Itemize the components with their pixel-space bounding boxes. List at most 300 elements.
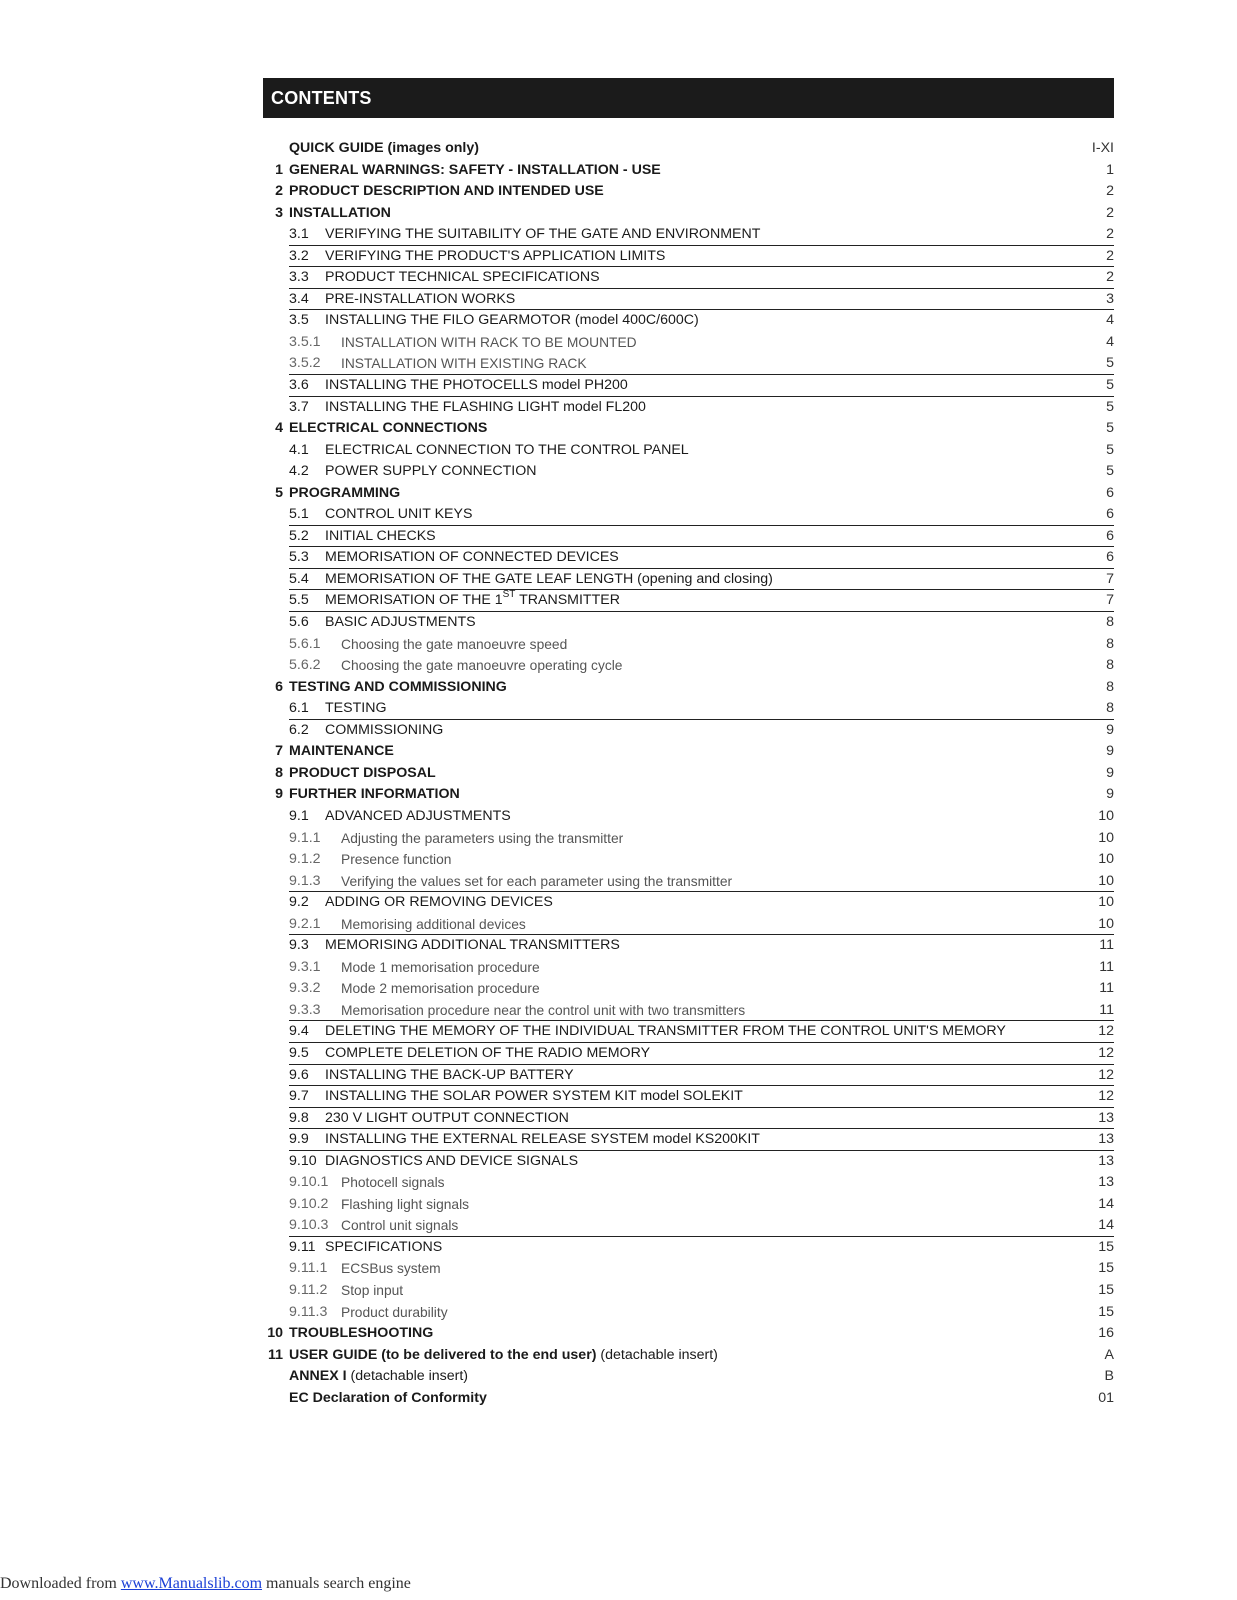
toc-entry-number: 9.2	[289, 894, 309, 911]
toc-entry-number: 9.8	[289, 1109, 309, 1126]
toc-entry-page: 8	[1106, 635, 1114, 652]
toc-entry[interactable]	[263, 1000, 1114, 1022]
toc-entry-page: 8	[1106, 614, 1114, 631]
toc-entry-title-text: Photocell signals	[341, 1175, 445, 1191]
toc-entry-title-text: INITIAL CHECKS	[325, 527, 436, 544]
toc-entry-title	[325, 1065, 574, 1087]
toc-entry[interactable]	[263, 289, 1114, 311]
toc-entry-number: 9.10	[289, 1152, 317, 1169]
toc-entry-title	[325, 267, 600, 289]
toc-entry[interactable]	[263, 569, 1114, 591]
toc-entry-number: 3	[275, 204, 283, 221]
toc-entry-page: 6	[1106, 484, 1114, 501]
toc-entry-title-text: Choosing the gate manoeuvre speed	[341, 636, 568, 652]
toc-entry-page: I-XI	[1091, 140, 1114, 156]
toc-entry-title-text: COMPLETE DELETION OF THE RADIO MEMORY	[325, 1044, 651, 1061]
toc-entry-number: 9.3.2	[289, 980, 321, 997]
toc-entry-number: 5.6	[289, 614, 309, 631]
toc-entry[interactable]	[263, 547, 1114, 569]
toc-entry-page: 3	[1106, 290, 1114, 307]
contents-header	[263, 78, 1114, 118]
toc-entry-page: 15	[1098, 1281, 1114, 1298]
toc-entry-title	[325, 375, 628, 397]
toc-entry-title	[341, 1258, 441, 1280]
toc-entry-number: 3.5.1	[289, 333, 321, 350]
toc-entry-title	[341, 1302, 448, 1324]
toc-entry-title	[289, 763, 436, 785]
toc-entry[interactable]	[263, 655, 1114, 677]
toc-entry-title	[289, 181, 604, 203]
toc-entry-page: 5	[1106, 377, 1114, 394]
toc-entry-title	[341, 1194, 469, 1216]
toc-entry[interactable]	[263, 871, 1114, 893]
toc-entry[interactable]	[263, 138, 1114, 160]
toc-entry-number: 3.3	[289, 269, 309, 286]
toc-entry-title-text: Choosing the gate manoeuvre operating cycle	[341, 658, 623, 674]
toc-entry-title-text: Stop input	[341, 1282, 404, 1298]
toc-entry-page: 8	[1106, 700, 1114, 717]
toc-entry-number: 3.2	[289, 247, 309, 264]
toc-entry-title-text: USER GUIDE (to be delivered to the end user)	[289, 1346, 597, 1363]
toc-entry-page: 13	[1098, 1109, 1114, 1126]
toc-entry[interactable]	[263, 1108, 1114, 1130]
toc-entry-page: A	[1104, 1346, 1114, 1363]
toc-entry-number: 9.1.1	[289, 829, 321, 846]
toc-entry-title-text: INSTALLING THE FILO GEARMOTOR (model 400C/600C)	[325, 312, 699, 329]
toc-entry[interactable]	[263, 332, 1114, 354]
toc-entry-title	[289, 677, 507, 699]
toc-entry-title-text: MAINTENANCE	[289, 743, 394, 760]
toc-entry[interactable]	[263, 246, 1114, 268]
toc-entry-title	[325, 1021, 1006, 1043]
toc-entry-page: 13	[1098, 1174, 1114, 1191]
toc-entry-page: 4	[1106, 333, 1114, 350]
toc-entry-title-text: Control unit signals	[341, 1218, 459, 1234]
toc-entry-title	[341, 849, 451, 871]
toc-entry-title	[289, 203, 391, 225]
toc-entry[interactable]	[263, 310, 1114, 332]
toc-entry-number: 5.6.2	[289, 657, 321, 674]
toc-entry-title	[325, 892, 553, 914]
toc-entry-title	[341, 957, 540, 979]
toc-entry-title	[325, 590, 620, 612]
toc-entry[interactable]	[263, 1043, 1114, 1065]
toc-entry[interactable]	[263, 1151, 1114, 1173]
toc-entry-page: 2	[1106, 183, 1114, 200]
toc-entry-number: 7	[275, 743, 283, 760]
toc-entry-title-text: FURTHER INFORMATION	[289, 786, 460, 803]
toc-entry-superscript: ST	[502, 588, 516, 600]
toc-entry-number: 6.2	[289, 721, 309, 738]
toc-entry-title-text: INSTALLATION	[289, 204, 391, 221]
toc-entry-title	[289, 741, 394, 763]
toc-entry[interactable]	[263, 418, 1114, 440]
toc-entry-number: 3.4	[289, 290, 309, 307]
toc-entry-title	[289, 1366, 468, 1388]
toc-entry[interactable]	[263, 634, 1114, 656]
toc-entry-page: 5	[1106, 441, 1114, 458]
toc-entry-page: 9	[1106, 786, 1114, 803]
toc-entry-page: 15	[1098, 1238, 1114, 1255]
toc-entry-number: 9.6	[289, 1066, 309, 1083]
toc-entry[interactable]	[263, 677, 1114, 699]
toc-entry-title-text: ANNEX I	[289, 1368, 347, 1385]
toc-entry[interactable]	[263, 720, 1114, 742]
toc-entry[interactable]	[263, 461, 1114, 483]
toc-entry[interactable]	[263, 978, 1114, 1000]
toc-entry-title-text: PRODUCT DISPOSAL	[289, 764, 436, 781]
toc-entry-title	[325, 698, 386, 720]
toc-entry-title-text: Flashing light signals	[341, 1196, 470, 1212]
toc-entry-number: 3.7	[289, 398, 309, 415]
toc-entry-page: 13	[1098, 1152, 1114, 1169]
toc-entry-title-text: INSTALLING THE PHOTOCELLS model PH200	[325, 377, 628, 394]
toc-entry-number: 9.10.1	[289, 1174, 329, 1191]
toc-entry-number: 5.5	[289, 592, 309, 609]
toc-entry-page: 10	[1098, 915, 1114, 932]
toc-entry-title-text: Memorising additional devices	[341, 916, 526, 932]
toc-entry-page: 9	[1106, 764, 1114, 781]
toc-entry[interactable]	[263, 267, 1114, 289]
toc-entry-note: (detachable insert)	[346, 1368, 468, 1385]
toc-entry-title	[325, 526, 436, 548]
toc-entry-number: 3.5.2	[289, 355, 321, 372]
toc-entry[interactable]	[263, 698, 1114, 720]
toc-entry[interactable]	[263, 590, 1114, 612]
toc-entry[interactable]	[263, 1366, 1114, 1388]
toc-entry-number: 9.2.1	[289, 915, 321, 932]
toc-entry-title	[289, 160, 661, 182]
toc-entry-title-text: BASIC ADJUSTMENTS	[325, 614, 476, 631]
toc-entry-number: 5.2	[289, 527, 309, 544]
toc-entry-title-text: TROUBLESHOOTING	[289, 1325, 434, 1342]
toc-entry-title-text: ADVANCED ADJUSTMENTS	[325, 807, 511, 824]
toc-entry[interactable]	[263, 1345, 1114, 1367]
toc-entry[interactable]	[263, 1194, 1114, 1216]
toc-entry-number: 9.1	[289, 807, 309, 824]
toc-entry-page: 7	[1106, 570, 1114, 587]
toc-entry-page: 11	[1099, 980, 1114, 997]
toc-entry-number: 11	[268, 1346, 283, 1363]
toc-entry-title	[341, 1172, 445, 1194]
toc-entry-number: 9.11.2	[289, 1281, 328, 1298]
toc-entry[interactable]	[263, 914, 1114, 936]
toc-entry-page: 12	[1098, 1044, 1114, 1061]
toc-entry[interactable]	[263, 1215, 1114, 1237]
toc-entry[interactable]	[263, 1323, 1114, 1345]
toc-entry[interactable]	[263, 1280, 1114, 1302]
toc-entry-page: 10	[1098, 894, 1114, 911]
footer-suffix: manuals search engine	[262, 1575, 411, 1592]
manualslib-link[interactable]: www.Manualslib.com	[120, 1575, 263, 1592]
toc-entry-number: 4.2	[289, 463, 309, 480]
toc-entry-number: 5.1	[289, 506, 309, 523]
toc-entry-page: 15	[1098, 1303, 1114, 1320]
toc-entry-title-text: ELECTRICAL CONNECTION TO THE CONTROL PANEL	[325, 441, 689, 458]
toc-entry-page: 13	[1098, 1131, 1114, 1148]
toc-entry[interactable]	[263, 935, 1114, 957]
toc-entry-number: 3.6	[289, 377, 309, 394]
toc-entry-page: 5	[1106, 398, 1114, 415]
toc-entry-title	[325, 1129, 760, 1151]
toc-entry-title-text: Product durability	[341, 1304, 448, 1320]
toc-entry-title-text: MEMORISATION OF THE GATE LEAF LENGTH (opening and closing)	[325, 570, 773, 587]
toc-entry-page: 12	[1098, 1066, 1114, 1083]
toc-entry-title	[289, 138, 479, 160]
toc-entry-title	[341, 978, 540, 1000]
toc-entry[interactable]	[263, 806, 1114, 828]
toc-entry-title	[341, 914, 526, 936]
toc-entry-title-text: INSTALLATION WITH EXISTING RACK	[341, 356, 587, 372]
toc-entry[interactable]	[263, 892, 1114, 914]
toc-entry[interactable]	[263, 440, 1114, 462]
toc-entry-title	[325, 569, 773, 591]
toc-entry[interactable]	[263, 849, 1114, 871]
toc-entry-title	[289, 418, 487, 440]
toc-entry-title	[325, 1086, 743, 1108]
toc-entry-page: 9	[1106, 743, 1114, 760]
toc-entry-number: 6	[275, 678, 283, 695]
toc-entry-page: 01	[1098, 1389, 1114, 1406]
toc-entry-note: (detachable insert)	[596, 1346, 718, 1363]
toc-entry[interactable]	[263, 1065, 1114, 1087]
toc-entry-number: 4	[275, 420, 283, 437]
toc-entry[interactable]	[263, 1237, 1114, 1259]
toc-entry-title	[325, 547, 619, 569]
toc-entry[interactable]	[263, 181, 1114, 203]
toc-entry-page: 6	[1106, 527, 1114, 544]
toc-entry-title	[325, 1108, 569, 1130]
toc-entry-number: 9.11	[289, 1238, 316, 1255]
toc-entry[interactable]	[263, 375, 1114, 397]
toc-entry-page: 14	[1098, 1217, 1114, 1234]
toc-entry-title-text: MEMORISATION OF THE 1	[325, 592, 503, 609]
toc-entry-number: 2	[275, 183, 283, 200]
toc-entry-title-text: Mode 1 memorisation procedure	[341, 959, 540, 975]
toc-entry-title	[325, 1151, 578, 1173]
toc-entry[interactable]	[263, 224, 1114, 246]
toc-entry-title-text: MEMORISATION OF CONNECTED DEVICES	[325, 549, 619, 566]
toc-entry-title-text: PRODUCT TECHNICAL SPECIFICATIONS	[325, 269, 600, 286]
table-of-contents	[263, 138, 1114, 1409]
toc-entry[interactable]	[263, 1172, 1114, 1194]
toc-entry-page: 4	[1106, 312, 1114, 329]
toc-entry-title-text: ECSBus system	[341, 1261, 441, 1277]
toc-entry-title	[325, 806, 511, 828]
toc-entry-title-text: Memorisation procedure near the control unit with two transmitters	[341, 1002, 746, 1018]
toc-entry-title-text: MEMORISING ADDITIONAL TRANSMITTERS	[325, 937, 620, 954]
toc-entry-title-text: COMMISSIONING	[325, 721, 444, 738]
toc-entry[interactable]	[263, 957, 1114, 979]
toc-entry-number: 9.11.1	[289, 1260, 328, 1277]
toc-entry-title	[341, 353, 587, 375]
toc-entry-title-text: SPECIFICATIONS	[325, 1238, 443, 1255]
toc-entry-page: 6	[1106, 549, 1114, 566]
toc-entry-title	[341, 828, 623, 850]
toc-entry[interactable]	[263, 1258, 1114, 1280]
toc-entry-title-text: INSTALLING THE EXTERNAL RELEASE SYSTEM model KS200KIT	[325, 1131, 760, 1148]
toc-entry[interactable]	[263, 1388, 1114, 1410]
toc-entry-title-text: ADDING OR REMOVING DEVICES	[325, 894, 553, 911]
toc-entry-title	[341, 871, 732, 893]
toc-entry-title	[341, 634, 567, 656]
toc-entry-title-text: INSTALLING THE SOLAR POWER SYSTEM KIT model SOLEKIT	[325, 1088, 743, 1105]
toc-entry-number: 9.1.3	[289, 872, 321, 889]
toc-entry-page: 11	[1099, 937, 1114, 954]
toc-entry-page: 9	[1106, 721, 1114, 738]
toc-entry-number: 9.3.1	[289, 958, 321, 975]
toc-entry-title	[289, 483, 400, 505]
footer-prefix: Downloaded from	[0, 1575, 121, 1592]
toc-entry-page: 8	[1106, 657, 1114, 674]
toc-entry-title	[325, 612, 476, 634]
toc-entry-number: 9.3	[289, 937, 309, 954]
toc-entry-title	[325, 289, 515, 311]
toc-entry-number: 9.11.3	[289, 1303, 328, 1320]
toc-entry-number: 5	[275, 484, 283, 501]
contents-title: CONTENTS	[271, 87, 372, 108]
toc-entry[interactable]	[263, 612, 1114, 634]
download-footer	[0, 1575, 411, 1593]
toc-entry-page: 5	[1106, 463, 1114, 480]
toc-entry-number: 9	[275, 786, 283, 803]
toc-entry[interactable]	[263, 1021, 1114, 1043]
toc-entry-page: 11	[1099, 958, 1114, 975]
toc-entry-number: 9.1.2	[289, 851, 321, 868]
toc-entry[interactable]	[263, 828, 1114, 850]
toc-entry-number: 5.4	[289, 570, 309, 587]
toc-entry-title	[341, 1215, 458, 1237]
toc-entry-title	[325, 310, 699, 332]
toc-entry-title	[325, 720, 443, 742]
toc-entry-title-text: Verifying the values set for each parameter using the transmitter	[341, 873, 733, 889]
toc-entry[interactable]	[263, 483, 1114, 505]
toc-entry-title-text: DIAGNOSTICS AND DEVICE SIGNALS	[325, 1152, 579, 1169]
toc-entry-page: 2	[1106, 226, 1114, 243]
toc-entry-title	[325, 224, 760, 246]
toc-entry-page: 11	[1099, 1001, 1114, 1018]
toc-entry-number: 8	[275, 764, 283, 781]
toc-entry-title-text: Adjusting the parameters using the transmitter	[341, 830, 624, 846]
toc-entry-number: 1	[275, 161, 283, 178]
toc-entry-number: 9.5	[289, 1044, 309, 1061]
toc-entry-title	[325, 1237, 442, 1259]
toc-entry-title	[341, 1000, 745, 1022]
toc-entry[interactable]	[263, 1086, 1114, 1108]
toc-entry-page: 10	[1098, 829, 1114, 846]
toc-entry-title-text: 230 V LIGHT OUTPUT CONNECTION	[325, 1109, 569, 1126]
toc-entry-number: 9.10.3	[289, 1217, 329, 1234]
toc-entry-title	[289, 1345, 718, 1367]
toc-entry[interactable]	[263, 1302, 1114, 1324]
toc-entry-number: 5.6.1	[289, 635, 321, 652]
toc-entry[interactable]	[263, 784, 1114, 806]
toc-entry-title-text: PRE-INSTALLATION WORKS	[325, 290, 516, 307]
toc-entry-title	[341, 1280, 403, 1302]
toc-entry-title	[325, 935, 620, 957]
toc-entry-page: 1	[1106, 161, 1114, 178]
toc-entry-number: 9.10.2	[289, 1195, 329, 1212]
toc-entry-page: 10	[1098, 851, 1114, 868]
toc-entry-title-text: TESTING	[325, 700, 387, 717]
toc-entry-title	[289, 784, 460, 806]
toc-entry-title	[289, 1388, 487, 1410]
toc-entry-title-text: INSTALLING THE FLASHING LIGHT model FL200	[325, 398, 646, 415]
toc-entry-title-text: PRODUCT DESCRIPTION AND INTENDED USE	[289, 183, 604, 200]
toc-entry-title	[325, 397, 646, 419]
toc-entry-page: 6	[1106, 506, 1114, 523]
toc-entry-number: 9.3.3	[289, 1001, 321, 1018]
toc-entry[interactable]	[263, 160, 1114, 182]
toc-entry-title-text: QUICK GUIDE (images only)	[289, 140, 479, 156]
toc-entry-number: 6.1	[289, 700, 309, 717]
toc-entry-title-text: CONTROL UNIT KEYS	[325, 506, 473, 523]
toc-entry[interactable]	[263, 763, 1114, 785]
toc-entry-title-text: Mode 2 memorisation procedure	[341, 981, 540, 997]
toc-entry-number: 4.1	[289, 441, 309, 458]
toc-entry-number: 3.5	[289, 312, 309, 329]
toc-entry-number: 10	[267, 1325, 283, 1342]
toc-entry-page: 10	[1098, 807, 1114, 824]
toc-entry-title-text: ELECTRICAL CONNECTIONS	[289, 420, 488, 437]
toc-entry[interactable]	[263, 1129, 1114, 1151]
toc-entry-title	[325, 440, 689, 462]
toc-entry[interactable]	[263, 741, 1114, 763]
toc-entry-title	[325, 1043, 650, 1065]
toc-entry-page: 2	[1106, 269, 1114, 286]
toc-entry-page: 7	[1106, 592, 1114, 609]
toc-entry-number: 9.4	[289, 1023, 309, 1040]
toc-entry[interactable]	[263, 397, 1114, 419]
toc-entry-title-text: TESTING AND COMMISSIONING	[289, 678, 507, 695]
toc-entry-title	[325, 246, 665, 268]
toc-entry[interactable]	[263, 526, 1114, 548]
toc-entry-page: 12	[1098, 1088, 1114, 1105]
toc-entry-page: B	[1104, 1368, 1114, 1385]
toc-entry-number: 9.9	[289, 1131, 309, 1148]
toc-entry-title-text: Presence function	[341, 852, 452, 868]
toc-entry-title-text: VERIFYING THE SUITABILITY OF THE GATE AND ENVIRONMENT	[325, 226, 761, 243]
toc-entry-title-text: VERIFYING THE PRODUCT'S APPLICATION LIMITS	[325, 247, 666, 264]
toc-entry-page: 15	[1098, 1260, 1114, 1277]
toc-entry-title-text: INSTALLING THE BACK-UP BATTERY	[325, 1066, 574, 1083]
toc-entry-page: 8	[1106, 678, 1114, 695]
toc-entry-page: 5	[1106, 355, 1114, 372]
toc-entry-title-text: PROGRAMMING	[289, 484, 401, 501]
toc-entry-page: 2	[1106, 247, 1114, 264]
toc-entry-title-suffix: TRANSMITTER	[515, 592, 620, 609]
toc-entry-page: 14	[1098, 1195, 1114, 1212]
toc-entry-title-text: INSTALLATION WITH RACK TO BE MOUNTED	[341, 334, 637, 350]
toc-entry-page: 5	[1106, 420, 1114, 437]
toc-entry-number: 9.7	[289, 1088, 309, 1105]
toc-entry-number: 5.3	[289, 549, 309, 566]
toc-entry-title	[341, 655, 622, 677]
toc-entry-title	[289, 1323, 433, 1345]
toc-entry-page: 2	[1106, 204, 1114, 221]
toc-entry-page: 12	[1098, 1023, 1114, 1040]
toc-entry[interactable]	[263, 504, 1114, 526]
toc-entry[interactable]	[263, 353, 1114, 375]
toc-entry[interactable]	[263, 203, 1114, 225]
toc-entry-page: 16	[1098, 1325, 1114, 1342]
toc-entry-title	[325, 461, 537, 483]
toc-entry-title-text: DELETING THE MEMORY OF THE INDIVIDUAL TRANSMITTER FROM THE CONTROL UNIT'S MEMORY	[325, 1023, 1006, 1040]
toc-entry-title-text: POWER SUPPLY CONNECTION	[325, 463, 537, 480]
toc-entry-title	[341, 332, 637, 354]
toc-entry-title-text: GENERAL WARNINGS: SAFETY - INSTALLATION - USE	[289, 161, 661, 178]
toc-entry-page: 10	[1098, 872, 1114, 889]
